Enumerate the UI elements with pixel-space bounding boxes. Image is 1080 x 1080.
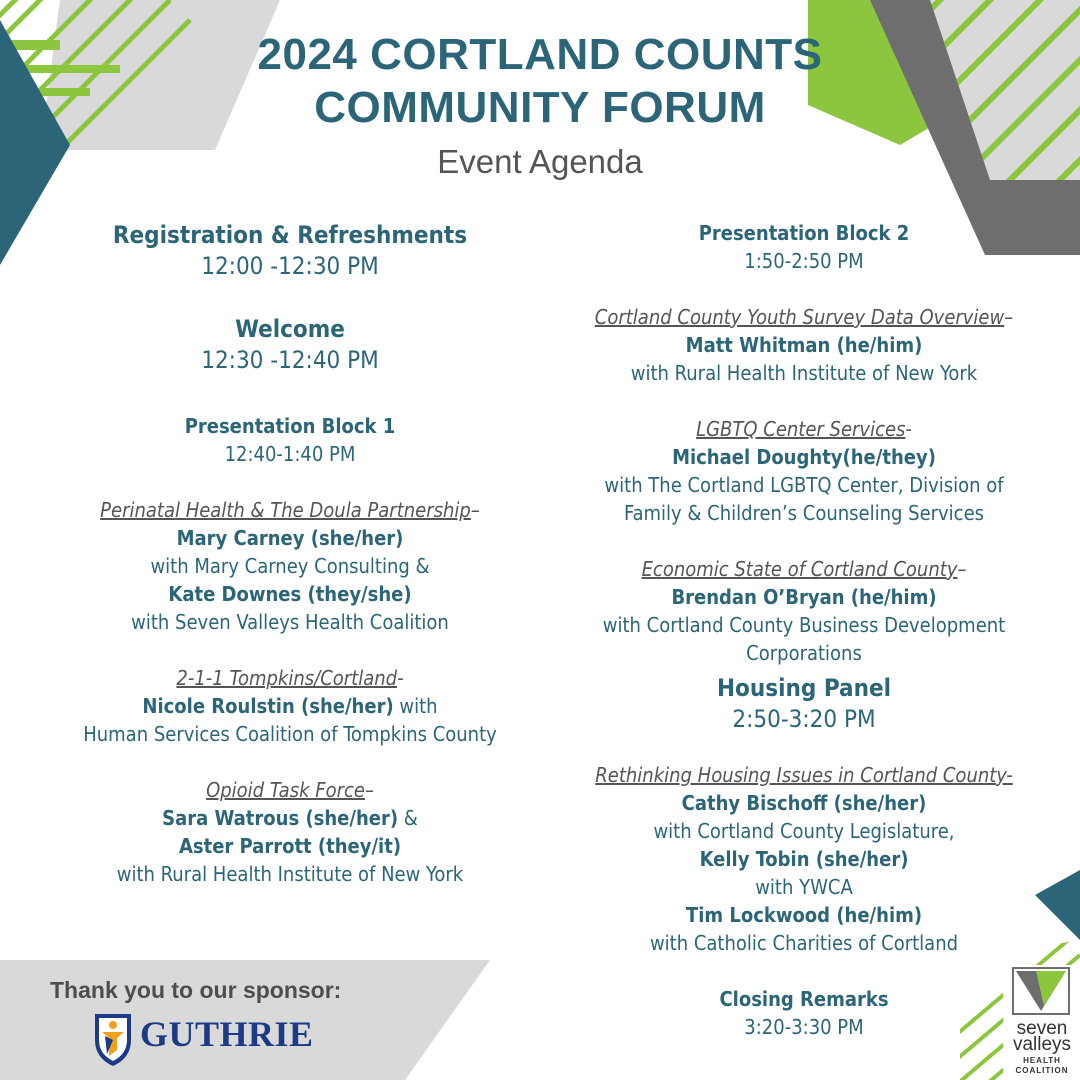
speaker-affiliation: Human Services Coalition of Tompkins County: [83, 722, 497, 746]
speaker-affiliation: with YWCA: [755, 875, 853, 899]
speaker-name: Mary Carney (she/her): [176, 526, 404, 550]
speaker-affiliation: Family & Children’s Counseling Services: [623, 501, 985, 525]
session-economic: Economic State of Cortland County–: [641, 557, 967, 581]
session-title: Economic State of Cortland County: [641, 557, 958, 581]
speaker-name: Brendan O’Bryan (he/him): [671, 585, 937, 609]
speaker-affiliation: with The Cortland LGBTQ Center, Division of: [604, 473, 1004, 497]
speaker-name: Michael Doughty(he/they): [672, 445, 936, 469]
page-subtitle: Event Agenda: [437, 143, 643, 180]
speaker-affiliation: Corporations: [746, 641, 862, 665]
page-title-line-1: 2024 CORTLAND COUNTS: [257, 30, 823, 79]
session-title: LGBTQ Center Services: [696, 417, 906, 441]
registration-time: 12:00 -12:30 PM: [201, 252, 379, 280]
welcome-time: 12:30 -12:40 PM: [201, 346, 379, 374]
registration-title: Registration & Refreshments: [112, 221, 468, 249]
speaker-affiliation: with Rural Health Institute of New York: [630, 361, 978, 385]
session-housing: [560, 761, 1048, 789]
speaker-affiliation: with Seven Valleys Health Coalition: [131, 610, 449, 634]
speaker-affiliation: with Cortland County Legislature,: [653, 819, 955, 843]
block2-time: 1:50-2:50 PM: [744, 249, 864, 273]
closing-title: Closing Remarks: [719, 987, 889, 1011]
speaker-affiliation: with Rural Health Institute of New York: [116, 862, 464, 886]
speaker-affiliation: with Catholic Charities of Cortland: [649, 931, 959, 955]
sponsor-name: GUTHRIE: [140, 1014, 314, 1054]
session-perinatal: Perinatal Health & The Doula Partnership–: [100, 498, 480, 522]
logo-text-seven: seven: [1016, 1018, 1068, 1039]
housing-panel-title: Housing Panel: [716, 674, 892, 702]
speaker-affiliation: with Cortland County Business Development: [602, 613, 1006, 637]
block1-title: Presentation Block 1: [184, 414, 396, 438]
session-title: Opioid Task Force: [206, 778, 365, 802]
speaker-affiliation: with Mary Carney Consulting &: [150, 554, 430, 578]
session-title: 2-1-1 Tompkins/Cortland: [176, 666, 398, 690]
session-title: Perinatal Health & The Doula Partnership: [100, 498, 471, 522]
session-title: Rethinking Housing Issues in Cortland County-: [595, 763, 1013, 787]
speaker-name: Matt Whitman (he/him): [685, 333, 923, 357]
speaker-line: Nicole Roulstin (she/her) with: [142, 694, 438, 718]
session-opioid: Opioid Task Force–: [206, 778, 374, 802]
speaker-name: Cathy Bischoff (she/her): [681, 791, 927, 815]
speaker-line: Sara Watrous (she/her) &: [162, 806, 418, 830]
session-youth-survey: Cortland County Youth Survey Data Overview–: [594, 305, 1014, 329]
speaker-name: Nicole Roulstin (she/her): [142, 694, 394, 718]
sponsor-label: Thank you to our sponsor:: [50, 977, 342, 1003]
speaker-name: Tim Lockwood (he/him): [685, 903, 923, 927]
session-title: Cortland County Youth Survey Data Overview: [594, 305, 1005, 329]
agenda-left-column: [40, 220, 540, 888]
logo-text-valleys: valleys: [1012, 1034, 1072, 1055]
logo-text-coalition: COALITION: [1015, 1066, 1069, 1075]
session-lgbtq: LGBTQ Center Services-: [696, 417, 912, 441]
speaker-name: Sara Watrous (she/her): [162, 806, 399, 830]
block1-time: 12:40-1:40 PM: [224, 442, 356, 466]
welcome-title: Welcome: [235, 315, 345, 343]
speaker-name: Kate Downes (they/she): [168, 582, 412, 606]
closing-time: 3:20-3:30 PM: [744, 1015, 864, 1039]
logo-text-health: HEALTH: [1023, 1056, 1061, 1065]
speaker-name: Aster Parrott (they/it): [178, 834, 402, 858]
speaker-name: Kelly Tobin (she/her): [699, 847, 909, 871]
page-title-line-2: COMMUNITY FORUM: [314, 83, 766, 132]
guthrie-shield-icon: [93, 1010, 133, 1068]
housing-panel-time: 2:50-3:20 PM: [732, 705, 876, 733]
agenda-right-column: [560, 219, 1048, 1041]
block2-title: Presentation Block 2: [698, 221, 910, 245]
session-211: 2-1-1 Tompkins/Cortland-: [176, 666, 404, 690]
triangle-logo-icon: [1006, 966, 1076, 1016]
